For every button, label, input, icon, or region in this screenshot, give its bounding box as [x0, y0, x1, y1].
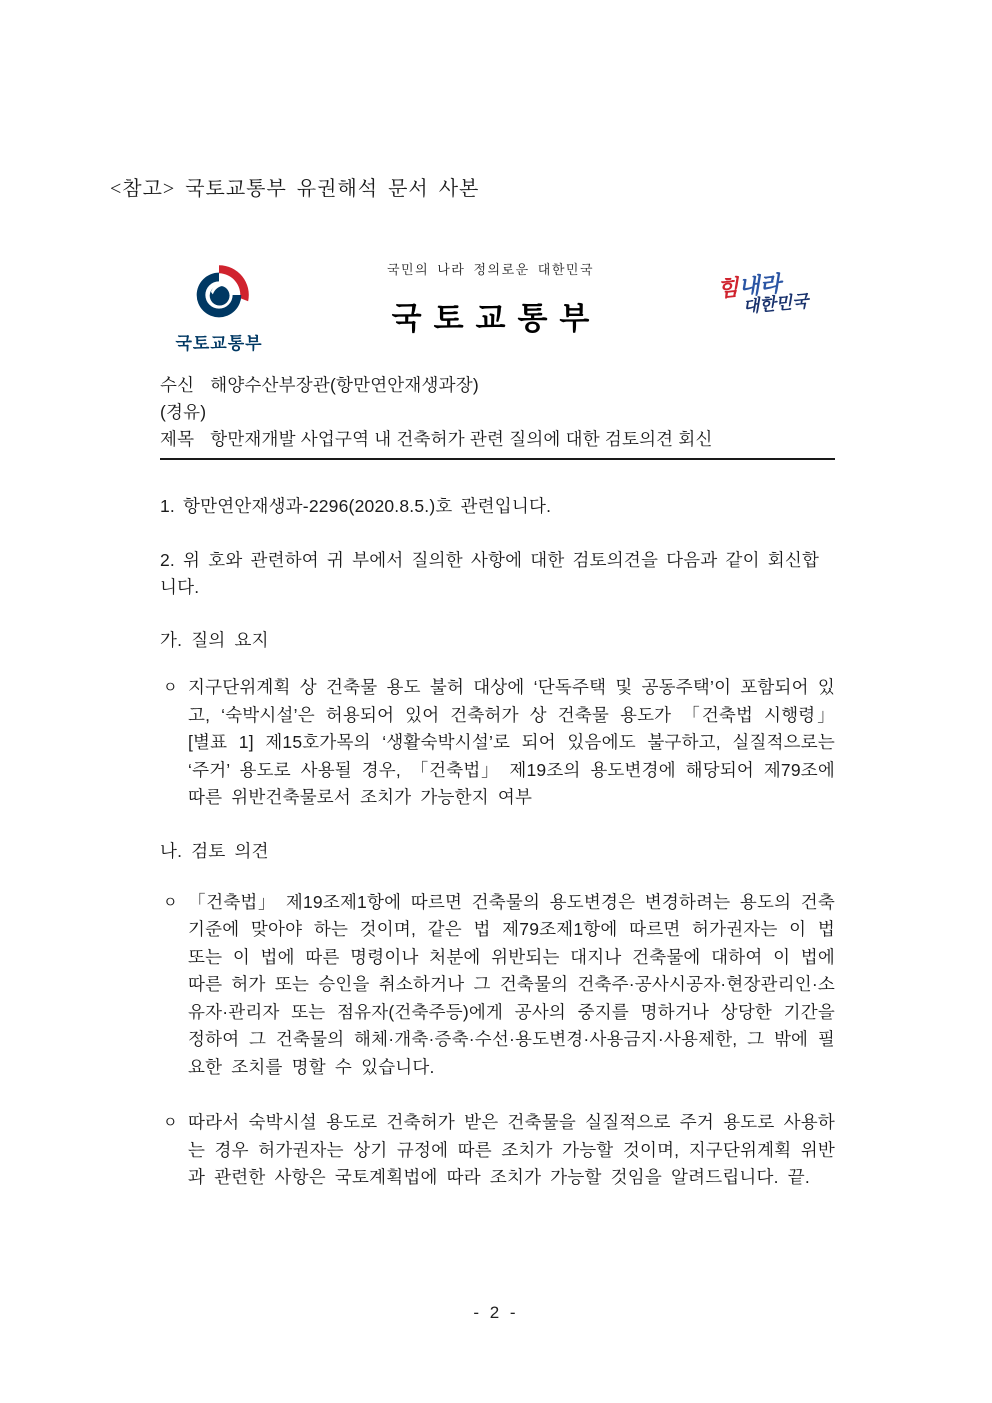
recipient-row — [160, 372, 835, 399]
official-letter-copy — [160, 252, 835, 1192]
subject-value: 항만재개발 사업구역 내 건축허가 관련 질의에 대한 검토의견 회신 — [210, 429, 713, 449]
letterhead-center — [278, 252, 703, 338]
subject-row — [160, 426, 835, 460]
subject-label: 제목 — [160, 429, 195, 449]
section-b-bullet-2 — [160, 1109, 835, 1192]
section-b-bullet-2-text: 따라서 숙박시설 용도로 건축허가 받은 건축물을 실질적으로 주거 용도로 사용하는 경우 허가권자는 상기 규정에 따른 조치가 가능할 것이며, 지구단위계획 위반과 관련한 사항은 국토계획법에 따라 조치가 가능할 것임을 알려드립니다. 끝. — [188, 1112, 835, 1187]
bullet-circle-marker: ㅇ — [163, 1114, 178, 1131]
page-number: - 2 - — [473, 1303, 519, 1322]
campaign-line2: 대한민국 — [742, 291, 810, 317]
section-b-heading: 나. 검토 의견 — [160, 840, 269, 861]
korea-government-emblem-icon — [188, 264, 250, 326]
campaign-calligraphy — [701, 246, 838, 319]
section-b-bullet-1 — [160, 889, 835, 1082]
campaign-word1-blue: 내라 — [737, 271, 782, 300]
via-row — [160, 399, 835, 426]
paragraph-2: 2. 위 호와 관련하여 귀 부에서 질의한 사항에 대한 검토의견을 다음과 같이 회신합니다. — [160, 550, 820, 597]
logo-caption: 국토교통부 — [175, 334, 263, 353]
government-motto: 국민의 나라 정의로운 대한민국 — [386, 262, 595, 277]
bullet-circle-marker: ㅇ — [163, 679, 178, 696]
letter-body — [160, 493, 835, 1192]
recipient-block — [160, 372, 835, 460]
recipient-label: 수신 — [160, 375, 195, 395]
section-a-bullet-1-text: 지구단위계획 상 건축물 용도 불허 대상에 ‘단독주택 및 공동주택’이 포함되어 있고, ‘숙박시설’은 허용되어 있어 건축허가 상 건축물 용도가 「건축법 시행령」 [별표 1] 제15호가목의 ‘생활숙박시설’로 되어 있음에도 불구하고, 실질적으로는 ‘주거’ 용도로 사용될 경우, 「건축법」 제19조의 용도변경에 해당되어 제79조에 따른 위반건축물로서 조치가 가능한지 여부 — [188, 677, 835, 807]
letterhead — [160, 252, 835, 362]
recipient-value: 해양수산부장관(항만연안재생과장) — [210, 375, 479, 395]
section-a-heading: 가. 질의 요지 — [160, 630, 269, 650]
campaign-word1-red: 힘 — [716, 274, 740, 302]
section-b-bullet-1-text: 「건축법」 제19조제1항에 따르면 건축물의 용도변경은 변경하려는 용도의 건축기준에 맞아야 하는 것이며, 같은 법 제79조제1항에 따르면 허가권자는 이 법 또는 이 법에 따른 명령이나 처분에 위반되는 대지나 건축물에 대하여 이 법에 따른 허가 또는 승인을 취소하거나 그 건축물의 건축주·공사시공자·현장관리인·소유자·관리자 또는 점유자(건축주등)에게 공사의 중지를 명하거나 상당한 기간을 정하여 그 건축물의 해체·개축·증축·수선·용도변경·사용금지·사용제한, 그 밖에 필요한 조치를 명할 수 있습니다. — [188, 891, 835, 1077]
ministry-title: 국토교통부 — [391, 301, 602, 336]
paragraph-1: 1. 항만연안재생과-2296(2020.8.5.)호 관련입니다. — [160, 496, 552, 516]
via-value: (경유) — [160, 402, 207, 422]
reference-heading: <참고> 국토교통부 유권해석 문서 사본 — [110, 178, 480, 200]
ministry-logo-block — [160, 252, 278, 354]
section-a-bullet-1 — [160, 674, 835, 812]
bullet-circle-marker: ㅇ — [163, 893, 178, 911]
